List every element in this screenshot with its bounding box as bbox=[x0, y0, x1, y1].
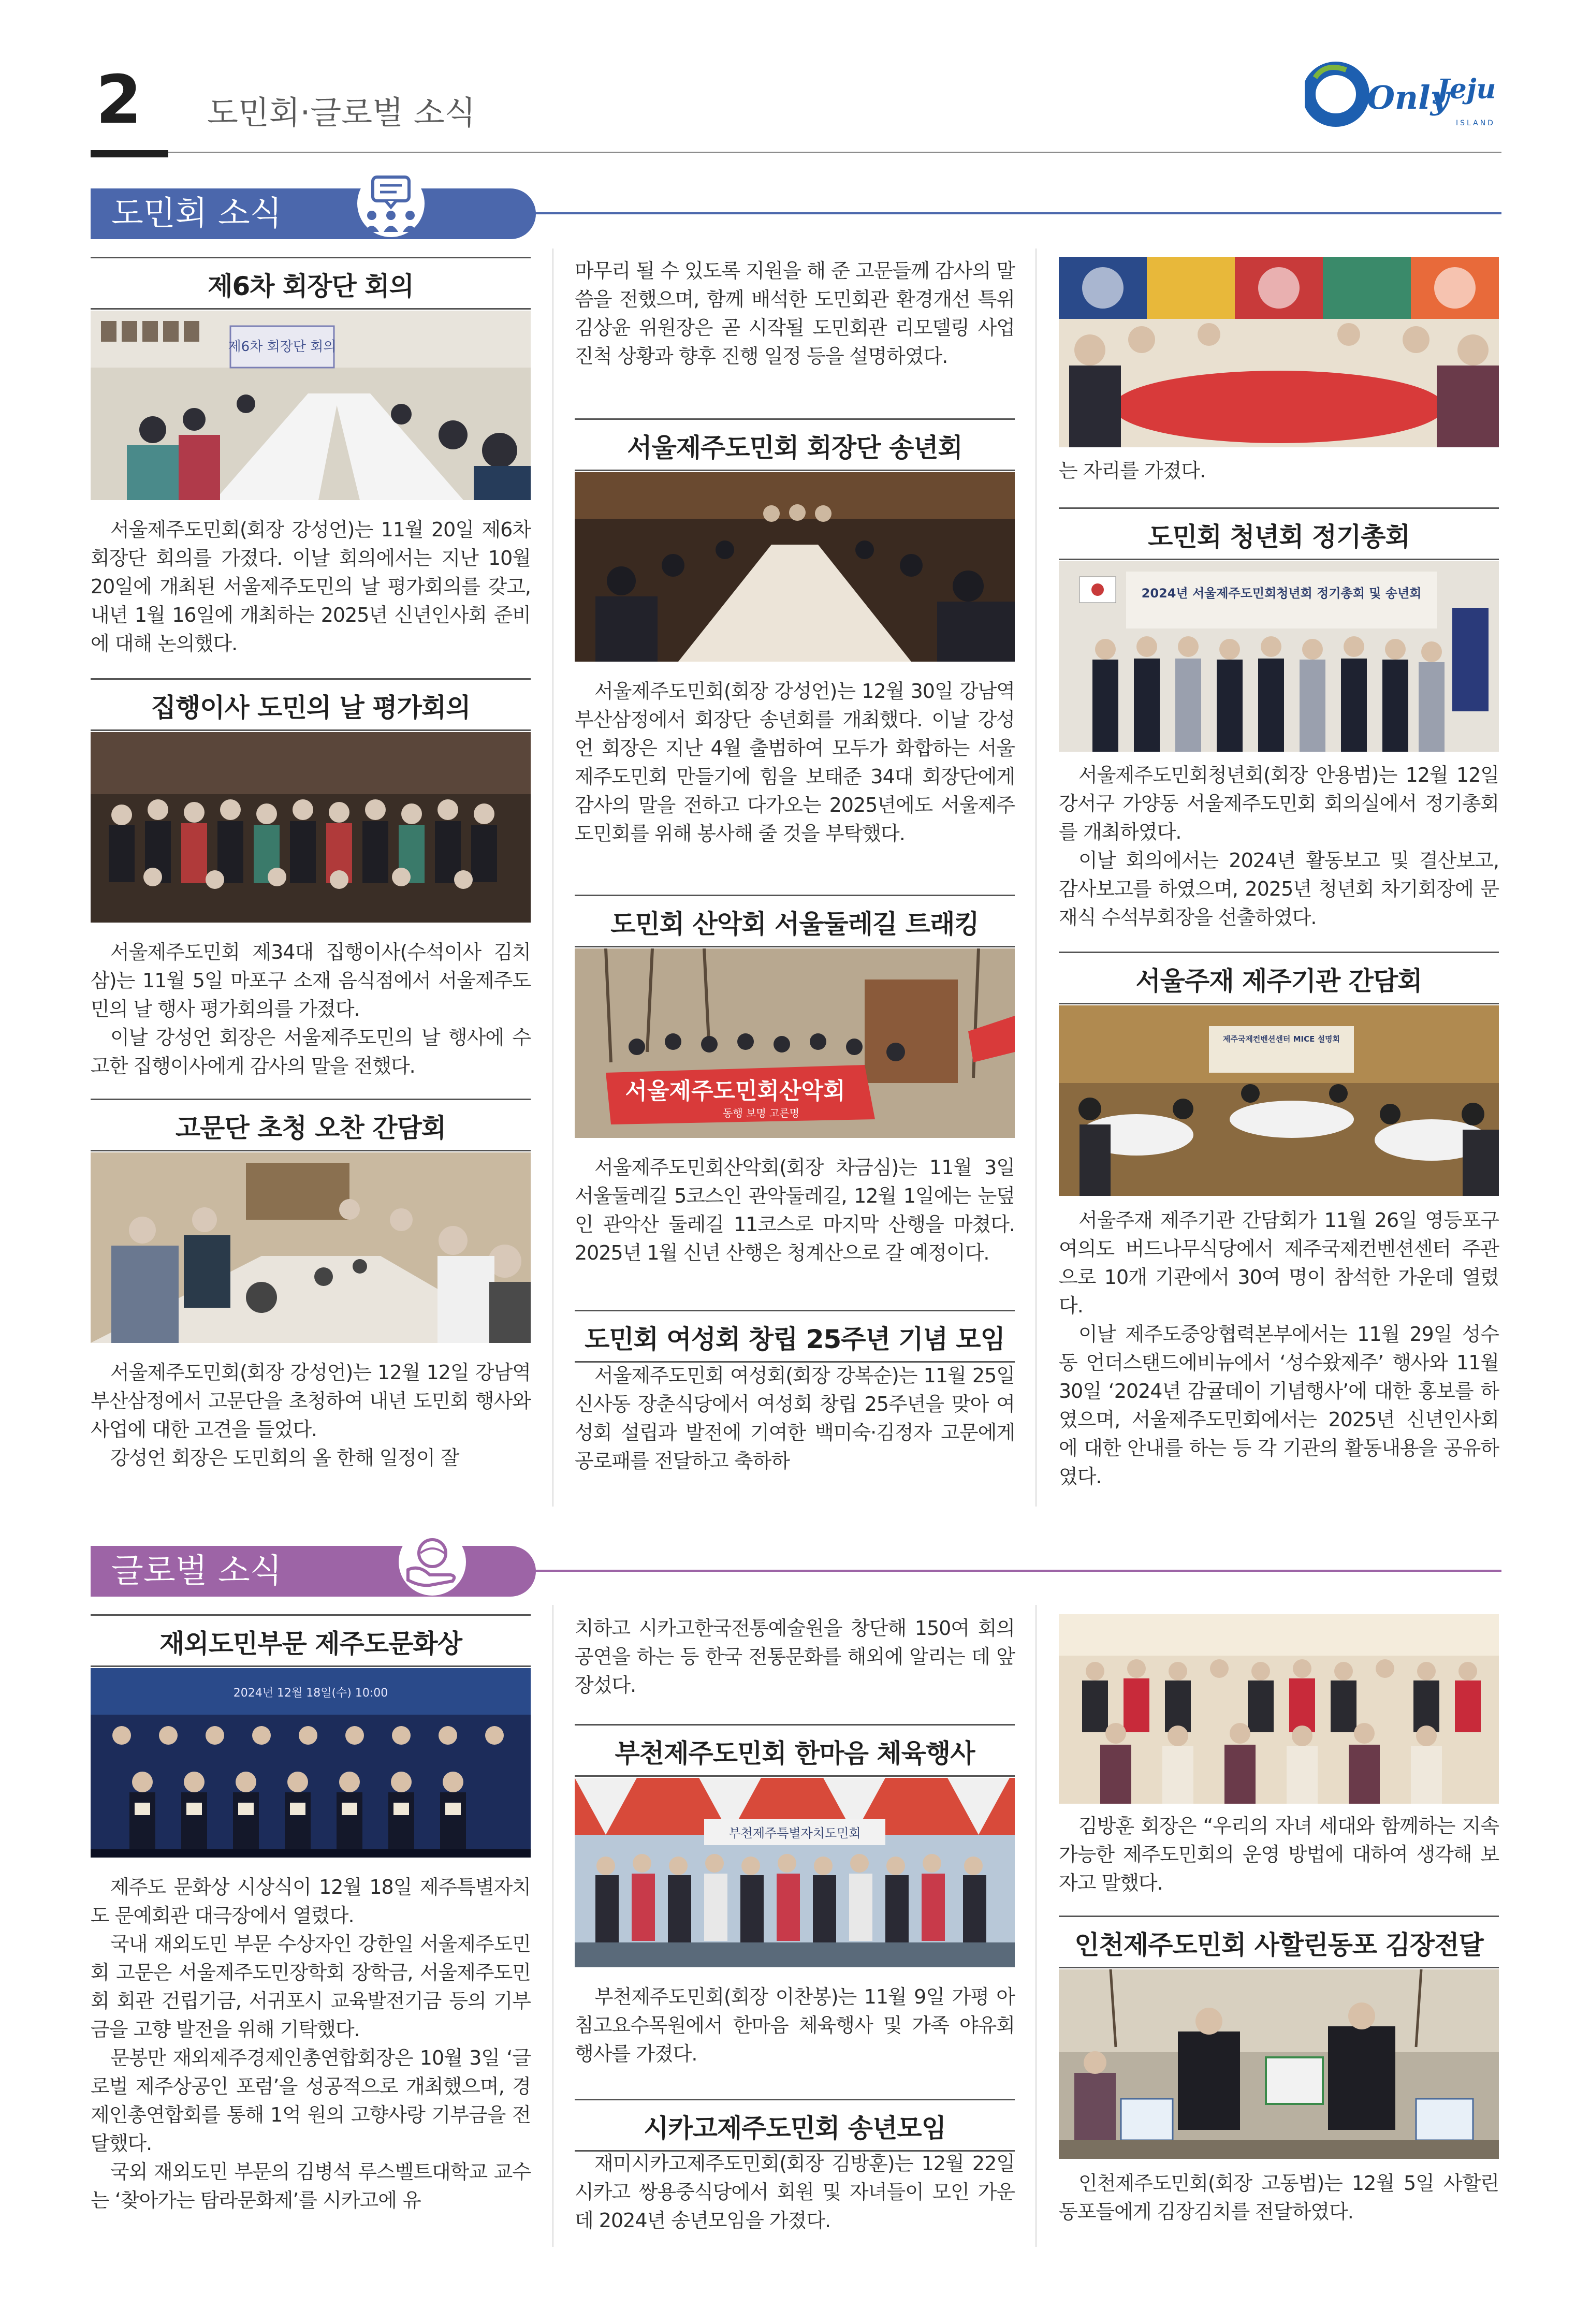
article-paragraph: 재미시카고제주도민회(회장 김방훈)는 12월 22일 시카고 쌍용중식당에서 회원 및 자녀들이 모인 가운데 2024년 송년모임을 가졌다. bbox=[575, 2152, 1015, 2232]
column-divider bbox=[552, 1605, 553, 2247]
article-body-continued bbox=[575, 257, 1015, 371]
article-title: 도민회 여성회 창립 25주년 기념 모임 bbox=[575, 1310, 1015, 1363]
article-paragraph: 강성언 회장은 도민회의 올 한해 일정이 잘 bbox=[110, 1446, 459, 1469]
youth-association-photo bbox=[1059, 561, 1499, 752]
speech-people-icon bbox=[357, 170, 425, 237]
section-title: 도민회·글로벌 소식 bbox=[207, 94, 476, 131]
institution-meeting-photo bbox=[1059, 1005, 1499, 1196]
page-number-underline bbox=[91, 150, 168, 157]
article-paragraph: 서울제주도민회청년회(회장 안용범)는 12월 12일 강서구 가양동 서울제주도민회 회의실에서 정기총회를 개최하였다. bbox=[1059, 764, 1499, 843]
svg-text:제6차 회장단 회의: 제6차 회장단 회의 bbox=[228, 339, 337, 355]
svg-text:Only: Only bbox=[1367, 79, 1449, 116]
svg-text:2024년 서울제주도민회청년회 정기총회 및 송년회: 2024년 서울제주도민회청년회 정기총회 및 송년회 bbox=[1141, 586, 1422, 601]
culture-award-photo bbox=[91, 1668, 531, 1858]
article-body bbox=[91, 1358, 531, 1472]
article-title: 부천제주도민회 한마음 체육행사 bbox=[575, 1724, 1015, 1777]
article-title: 인천제주도민회 사할린동포 김장전달 bbox=[1059, 1916, 1499, 1968]
sports-event-photo bbox=[575, 1778, 1015, 1967]
page-number: 2 bbox=[96, 62, 142, 139]
article-paragraph: 국내 재외도민 부문 수상자인 강한일 서울제주도민회 고문은 서울제주도민장학회 장학금, 서울제주도민회 회관 건립기금, 서귀포시 교육발전기금 등의 기부금을 고향 발전을 위해 기탁했다. bbox=[91, 1933, 531, 2041]
year-end-photo bbox=[575, 472, 1015, 662]
svg-text:2024년 12월 18일(수) 10:00: 2024년 12월 18일(수) 10:00 bbox=[233, 1687, 388, 1700]
article-body-continued bbox=[1059, 457, 1499, 485]
article-title: 서울제주도민회 회장단 송년회 bbox=[575, 418, 1015, 471]
column-divider bbox=[1035, 249, 1037, 1507]
svg-text:제주국제컨벤션센터 MICE 설명회: 제주국제컨벤션센터 MICE 설명회 bbox=[1222, 1034, 1340, 1044]
svg-text:동행 보명 고른명: 동행 보명 고른명 bbox=[723, 1107, 799, 1119]
article-paragraph: 이날 회의에서는 2024년 활동보고 및 결산보고, 감사보고를 하였으며, 2025년 청년회 차기회장에 문재식 수석부회장을 선출하였다. bbox=[1059, 849, 1499, 929]
domin-section-banner bbox=[91, 188, 536, 239]
article-paragraph: 이날 강성언 회장은 서울제주도민의 날 행사에 수고한 집행이사에게 감사의 말을 전했다. bbox=[91, 1026, 531, 1077]
hands-globe-icon bbox=[399, 1528, 466, 1596]
article-paragraph: 서울제주도민회 여성회(회장 강복순)는 11월 25일 신사동 장춘식당에서 여성회 창립 25주년을 맞아 여성회 설립과 발전에 기여한 백미숙·김정자 고문에게 공로패를 전달하고 축하하 bbox=[575, 1364, 1015, 1472]
column-divider bbox=[1035, 1605, 1037, 2247]
global-section-banner bbox=[91, 1546, 536, 1597]
article-body bbox=[575, 1983, 1015, 2068]
women-association-photo bbox=[1059, 257, 1499, 447]
kimchi-delivery-photo bbox=[1059, 1969, 1499, 2159]
meeting-photo bbox=[91, 311, 531, 500]
article-paragraph: 서울제주도민회산악회(회장 차금심)는 11월 3일 서울둘레길 5코스인 관악둘레길, 12월 1일에는 눈덮인 관악산 둘레길 11코스로 마지막 산행을 마쳤다. 2025년 1월 신년 산행은 청계산으로 갈 예정이다. bbox=[575, 1156, 1015, 1264]
header-rule bbox=[91, 152, 1501, 153]
article-title: 고문단 초청 오찬 간담회 bbox=[91, 1099, 531, 1151]
article-body bbox=[575, 2150, 1015, 2235]
svg-text:ISLAND: ISLAND bbox=[1456, 119, 1495, 127]
article-paragraph: 부천제주도민회(회장 이찬봉)는 11월 9일 가평 아침고요수목원에서 한마음 체육행사 및 가족 야유회 행사를 가졌다. bbox=[575, 1985, 1015, 2065]
article-title: 집행이사 도민의 날 평가회의 bbox=[91, 678, 531, 731]
article-title: 도민회 산악회 서울둘레길 트래킹 bbox=[575, 895, 1015, 947]
article-paragraph: 국외 재외도민 부문의 김병석 루스벨트대학교 교수는 ‘찾아가는 탐라문화제’를 시카고에 유 bbox=[91, 2160, 531, 2212]
chicago-gathering-photo bbox=[1059, 1614, 1499, 1804]
group-photo bbox=[91, 732, 531, 923]
svg-text:부천제주특별자치도민회: 부천제주특별자치도민회 bbox=[728, 1826, 861, 1840]
article-paragraph: 제주도 문화상 시상식이 12월 18일 제주특별자치도 문예회관 대극장에서 열렸다. bbox=[91, 1876, 531, 1927]
lunch-photo bbox=[91, 1152, 531, 1343]
global-section-title: 글로벌 소식 bbox=[111, 1552, 282, 1590]
article-title: 서울주재 제주기관 간담회 bbox=[1059, 952, 1499, 1004]
article-paragraph: 김방훈 회장은 “우리의 자녀 세대와 함께하는 지속 가능한 제주도민회의 운영 방법에 대하여 생각해 보자고 말했다. bbox=[1059, 1815, 1499, 1894]
article-paragraph: 문봉만 재외제주경제인총연합회장은 10월 3일 ‘글로벌 제주상공인 포럼’을 성공적으로 개최했으며, 경제인총연합회를 통해 1억 원의 고향사랑 기부금을 전달했다. bbox=[91, 2047, 531, 2155]
column-divider bbox=[552, 249, 553, 1507]
article-body bbox=[1059, 2169, 1499, 2226]
article-body bbox=[1059, 761, 1499, 932]
article-paragraph: 치하고 시카고한국전통예술원을 창단해 150여 회의 공연을 하는 등 한국 전통문화를 해외에 알리는 데 앞장섰다. bbox=[575, 1617, 1015, 1697]
article-body bbox=[575, 1153, 1015, 1267]
article-paragraph: 서울제주도민회(회장 강성언)는 11월 20일 제6차 회장단 회의를 가졌다. 이날 회의에서는 지난 10월 20일에 개최된 서울제주도민의 날 평가회의를 갖고, 내년 1월 16일에 개최하는 2025년 신년인사회 준비에 대해 논의했다. bbox=[91, 518, 531, 655]
hiking-photo bbox=[575, 948, 1015, 1138]
article-body bbox=[91, 516, 531, 658]
article-paragraph: 서울제주도민회(회장 강성언)는 12월 30일 강남역 부산삼정에서 회장단 송년회를 개최했다. 이날 강성언 회장은 지난 4월 출범하여 모두가 화합하는 서울제주도민회 만들기에 힘을 보태준 34대 회장단에게 감사의 말을 전하고 다가오는 2025년에도 서울제주도민회를 위해 봉사해 줄 것을 부탁했다. bbox=[575, 680, 1015, 845]
article-paragraph: 서울제주도민회 제34대 집행이사(수석이사 김치삼)는 11월 5일 마포구 소재 음식점에서 서울제주도민의 날 행사 평가회의를 가졌다. bbox=[91, 941, 531, 1020]
article-paragraph: 마무리 될 수 있도록 지원을 해 준 고문들께 감사의 말씀을 전했으며, 함께 배석한 도민회관 환경개선 특위 김상윤 위원장은 곧 시작될 도민회관 리모델링 사업 진척 상황과 향후 진행 일정 등을 설명하였다. bbox=[575, 259, 1015, 368]
article-body bbox=[1059, 1206, 1499, 1491]
article-title: 시카고제주도민회 송년모임 bbox=[575, 2099, 1015, 2152]
article-body bbox=[91, 1873, 531, 2215]
svg-text:서울제주도민회산악회: 서울제주도민회산악회 bbox=[625, 1078, 845, 1104]
article-paragraph: 인천제주도민회(회장 고동범)는 12월 5일 사할린동포들에게 김장김치를 전달하였다. bbox=[1059, 2172, 1499, 2223]
article-paragraph: 서울제주도민회(회장 강성언)는 12월 12일 강남역 부산삼정에서 고문단을 초청하여 내년 도민회 행사와 사업에 대한 고견을 들었다. bbox=[91, 1361, 531, 1441]
article-paragraph: 는 자리를 가졌다. bbox=[1059, 459, 1206, 482]
article-title: 도민회 청년회 정기총회 bbox=[1059, 507, 1499, 560]
article-body bbox=[575, 1362, 1015, 1475]
article-body-continued bbox=[1059, 1812, 1499, 1897]
article-paragraph: 서울주재 제주기관 간담회가 11월 26일 영등포구 여의도 버드나무식당에서 제주국제컨벤션센터 주관으로 10개 기관에서 30여 명이 참석한 가운데 열렸다. bbox=[1059, 1209, 1499, 1317]
article-body-continued bbox=[575, 1614, 1015, 1700]
only-jeju-logo bbox=[1305, 57, 1501, 135]
article-body bbox=[91, 938, 531, 1080]
article-title: 재외도민부문 제주도문화상 bbox=[91, 1614, 531, 1667]
article-title: 제6차 회장단 회의 bbox=[91, 257, 531, 310]
domin-section-title: 도민회 소식 bbox=[111, 195, 282, 233]
svg-text:Jeju: Jeju bbox=[1437, 74, 1496, 105]
article-paragraph: 이날 제주도중앙협력본부에서는 11월 29일 성수동 언더스탠드에비뉴에서 ‘성수왔제주’ 행사와 11월 30일 ‘2024년 감귤데이 기념행사’에 대한 홍보를 하였으며, 서울제주도민회에서는 2025년 신년인사회에 대한 안내를 하는 등 각 기관의 활동내용을 공유하였다. bbox=[1059, 1323, 1499, 1488]
article-body bbox=[575, 677, 1015, 848]
